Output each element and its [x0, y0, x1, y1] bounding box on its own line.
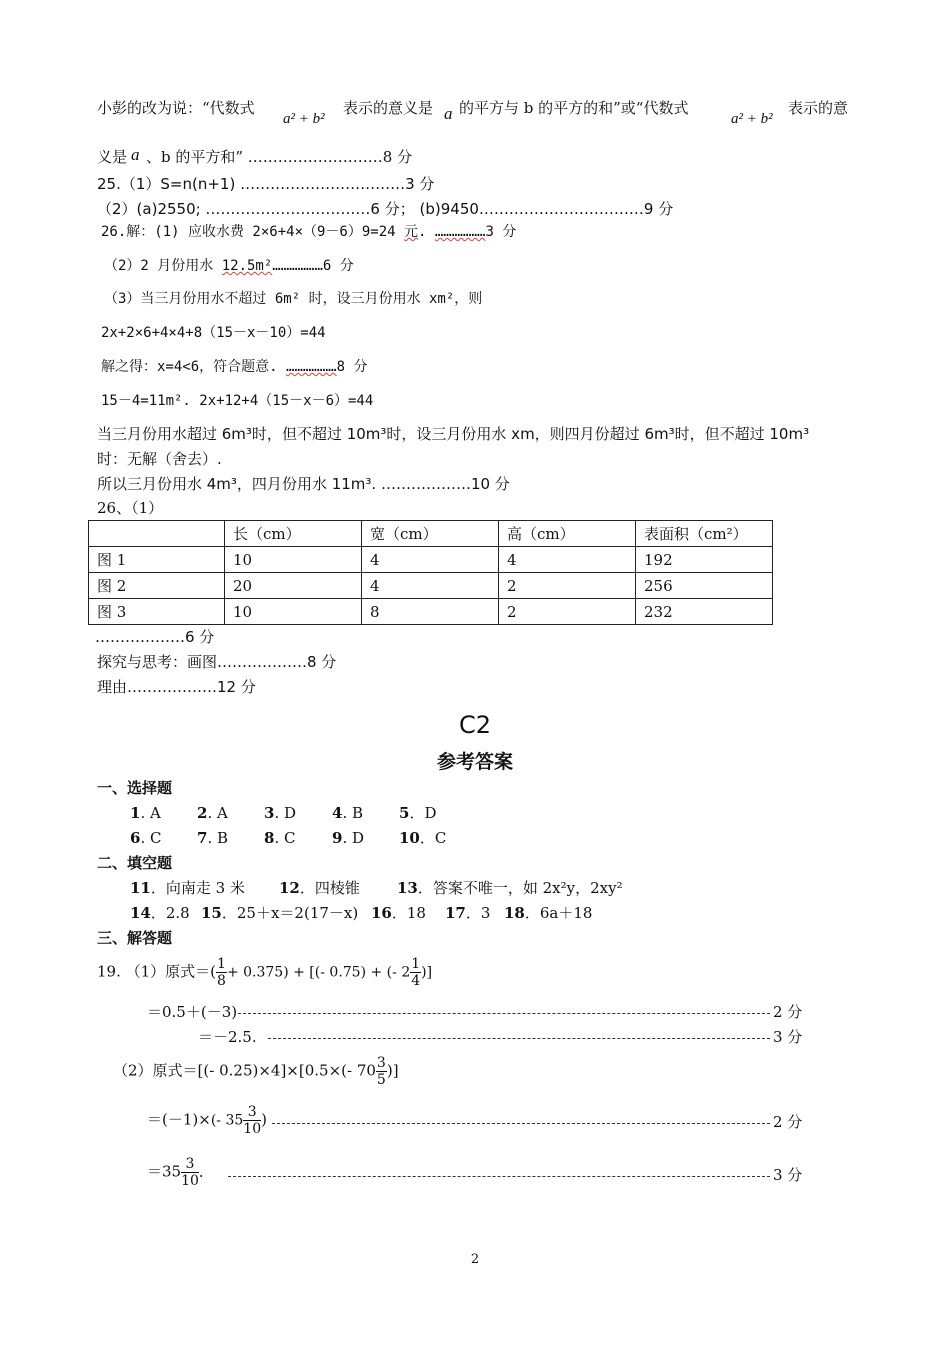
score: 8 分: [336, 359, 368, 375]
table-cell: 8: [362, 599, 499, 625]
table-header-cell: [89, 521, 225, 547]
step-4-score: 3 分: [773, 1166, 803, 1184]
q26b-score-6: ………………6 分: [95, 628, 215, 646]
text-segment: ): [261, 1110, 267, 1129]
expression-a2-b2: a² + b²: [283, 111, 325, 127]
dimensions-table: [88, 520, 773, 625]
dot-leader: ………………: [434, 224, 486, 240]
q26-line-6: 15－4=11m². 2x+12+4（15－x－6）=44: [101, 393, 374, 409]
fraction: [216, 956, 227, 989]
section-subtitle: 参考答案: [436, 751, 513, 773]
step-2: ＝－2.5.: [198, 1028, 257, 1046]
text-segment: )]: [386, 1061, 399, 1080]
choice-answer: 3. D: [264, 804, 296, 822]
dash-leader: [238, 1013, 770, 1014]
step-1: ＝0.5＋(－3): [147, 1003, 238, 1021]
q26b-reason: 理由………………12 分: [97, 678, 256, 696]
text-segment: + 0.375) + [(- 0.75) + (- 2: [226, 964, 411, 981]
choice-answer: 7. B: [197, 829, 228, 847]
denominator: 8: [217, 973, 226, 989]
text-segment: .: [418, 224, 435, 240]
table-cell: 2: [499, 573, 636, 599]
fill-answer: 12．四棱锥: [279, 879, 360, 897]
table-header-row: [89, 521, 773, 547]
text-segment: 12.5m²: [221, 258, 273, 274]
text-segment: 表示的意义是: [343, 99, 434, 117]
step-1-score: 2 分: [773, 1003, 803, 1021]
q25-line-2: （2）(a)2550; ……………………………6 分； (b)9450……………………………9 分: [97, 200, 674, 218]
part1-heading: 一、选择题: [97, 779, 173, 797]
table-cell: 4: [362, 573, 499, 599]
dash-leader: [272, 1123, 770, 1124]
score: ………………6 分: [272, 258, 354, 274]
fraction: [410, 956, 421, 989]
numerator: 1: [411, 956, 421, 972]
fraction: [181, 1156, 199, 1189]
text-segment: 元: [404, 224, 419, 240]
choice-answer: 10．C: [399, 829, 447, 847]
choice-answer: 2. A: [197, 804, 228, 822]
fill-answer: 13．答案不唯一，如 2x²y，2xy²: [397, 879, 623, 897]
table-cell: 232: [636, 599, 773, 625]
fraction: [243, 1104, 261, 1137]
denominator: 4: [411, 973, 421, 989]
q26-line-5: [101, 357, 950, 377]
fill-answer: 18．6a＋18: [504, 904, 593, 922]
choice-answer: 4. B: [332, 804, 363, 822]
numerator: 3: [243, 1104, 261, 1121]
table-row: [89, 599, 773, 625]
choice-answer: 8. C: [264, 829, 296, 847]
text-segment: 义是: [97, 148, 128, 166]
choice-answer: 9. D: [332, 829, 364, 847]
text-segment: 的平方与 b 的平方的和”或“代数式: [459, 99, 689, 117]
choice-answer: 6. C: [130, 829, 162, 847]
variable-a: a: [444, 104, 453, 123]
page-number: 2: [470, 1252, 480, 1267]
dot-leader: ………………: [286, 359, 337, 375]
step-3-score: 2 分: [773, 1113, 803, 1131]
table-cell: 4: [499, 547, 636, 573]
text-segment: (- 35: [210, 1112, 244, 1129]
text-segment: ．: [198, 1162, 214, 1181]
table-cell: 10: [225, 599, 362, 625]
table-header-cell: 宽（cm）: [362, 521, 499, 547]
dash-leader: [268, 1038, 770, 1039]
part2-heading: 二、填空题: [97, 854, 173, 872]
table-header-cell: 表面积（cm²）: [636, 521, 773, 547]
fill-answer: 17．3: [445, 904, 491, 922]
fill-answer: 15．25＋x＝2(17－x): [201, 904, 359, 922]
text-segment: （2）2 月份用水: [104, 258, 222, 274]
q25-line-1: 25.（1）S=n(n+1) ……………………………3 分: [97, 175, 435, 193]
text-segment: 、b 的平方和” ………………………8 分: [146, 148, 413, 166]
text-segment: 26.解：(1) 应收水费 2×6+4×（9－6）9=24: [101, 224, 405, 240]
q26-line-9: 所以三月份用水 4m³，四月份用水 11m³. ………………10 分: [97, 475, 510, 493]
q26-line-7: 当三月份用水超过 6m³时，但不超过 10m³时，设三月份用水 xm，则四月份超过 6m³时，但不超过 10m³: [97, 425, 810, 443]
q26-line-4: 2x+2×6+4×4+8（15－x－10）=44: [101, 325, 326, 341]
fill-answer: 11．向南走 3 米: [130, 879, 245, 897]
table-cell: 图 1: [89, 547, 225, 573]
q19-2-expression: [113, 1055, 613, 1095]
variable-a: a: [131, 145, 140, 164]
table-header-cell: 长（cm）: [225, 521, 362, 547]
text-segment: ＝(－1)×: [147, 1110, 211, 1129]
step-2-score: 3 分: [773, 1028, 803, 1046]
q26-line-1: [101, 222, 950, 242]
part3-heading: 三、解答题: [97, 929, 173, 947]
q26-line-2: [104, 256, 950, 276]
q19-1-expression: [97, 956, 797, 996]
denominator: 10: [243, 1121, 262, 1137]
score: 3 分: [485, 224, 517, 240]
text-segment: )]: [421, 964, 433, 981]
q26-line-8: 时：无解（舍去）.: [97, 450, 222, 468]
table-cell: 192: [636, 547, 773, 573]
table-cell: 256: [636, 573, 773, 599]
fraction: [376, 1055, 387, 1088]
step-3: [147, 1104, 347, 1144]
text-segment: 解之得：x=4<6，符合题意.: [101, 359, 287, 375]
table-cell: 20: [225, 573, 362, 599]
q26b-explore: 探究与思考：画图………………8 分: [97, 653, 337, 671]
table-row: [89, 573, 773, 599]
table-cell: 2: [499, 599, 636, 625]
numerator: 3: [376, 1055, 386, 1071]
fill-answer: 16．18: [371, 904, 426, 922]
denominator: 10: [181, 1173, 199, 1189]
choice-answer: 5．D: [399, 804, 437, 822]
dash-leader: [228, 1176, 770, 1177]
section-title: C2: [458, 711, 492, 739]
table-row: [89, 547, 773, 573]
denominator: 5: [376, 1072, 386, 1088]
fill-answer: 14．2.8: [130, 904, 190, 922]
numerator: 3: [181, 1156, 199, 1173]
text-segment: （2）原式＝[(- 0.25)×4]×[0.5×(- 70: [113, 1061, 376, 1080]
text-segment: 表示的意: [788, 99, 849, 117]
table-header-cell: 高（cm）: [499, 521, 636, 547]
choice-answer: 1. A: [130, 804, 161, 822]
table-cell: 图 2: [89, 573, 225, 599]
expression-a2-b2: a² + b²: [731, 111, 773, 127]
table-cell: 图 3: [89, 599, 225, 625]
numerator: 1: [217, 956, 226, 972]
q26-line-3: （3）当三月份用水不超过 6m² 时，设三月份用水 xm²，则: [104, 291, 483, 307]
q26b-label: 26、（1）: [97, 499, 164, 517]
text-segment: 小彭的改为说：“代数式: [97, 99, 255, 117]
text-segment: ＝35: [147, 1162, 182, 1181]
table-cell: 4: [362, 547, 499, 573]
text-segment: 19. （1）原式＝(: [97, 962, 217, 981]
table-cell: 10: [225, 547, 362, 573]
